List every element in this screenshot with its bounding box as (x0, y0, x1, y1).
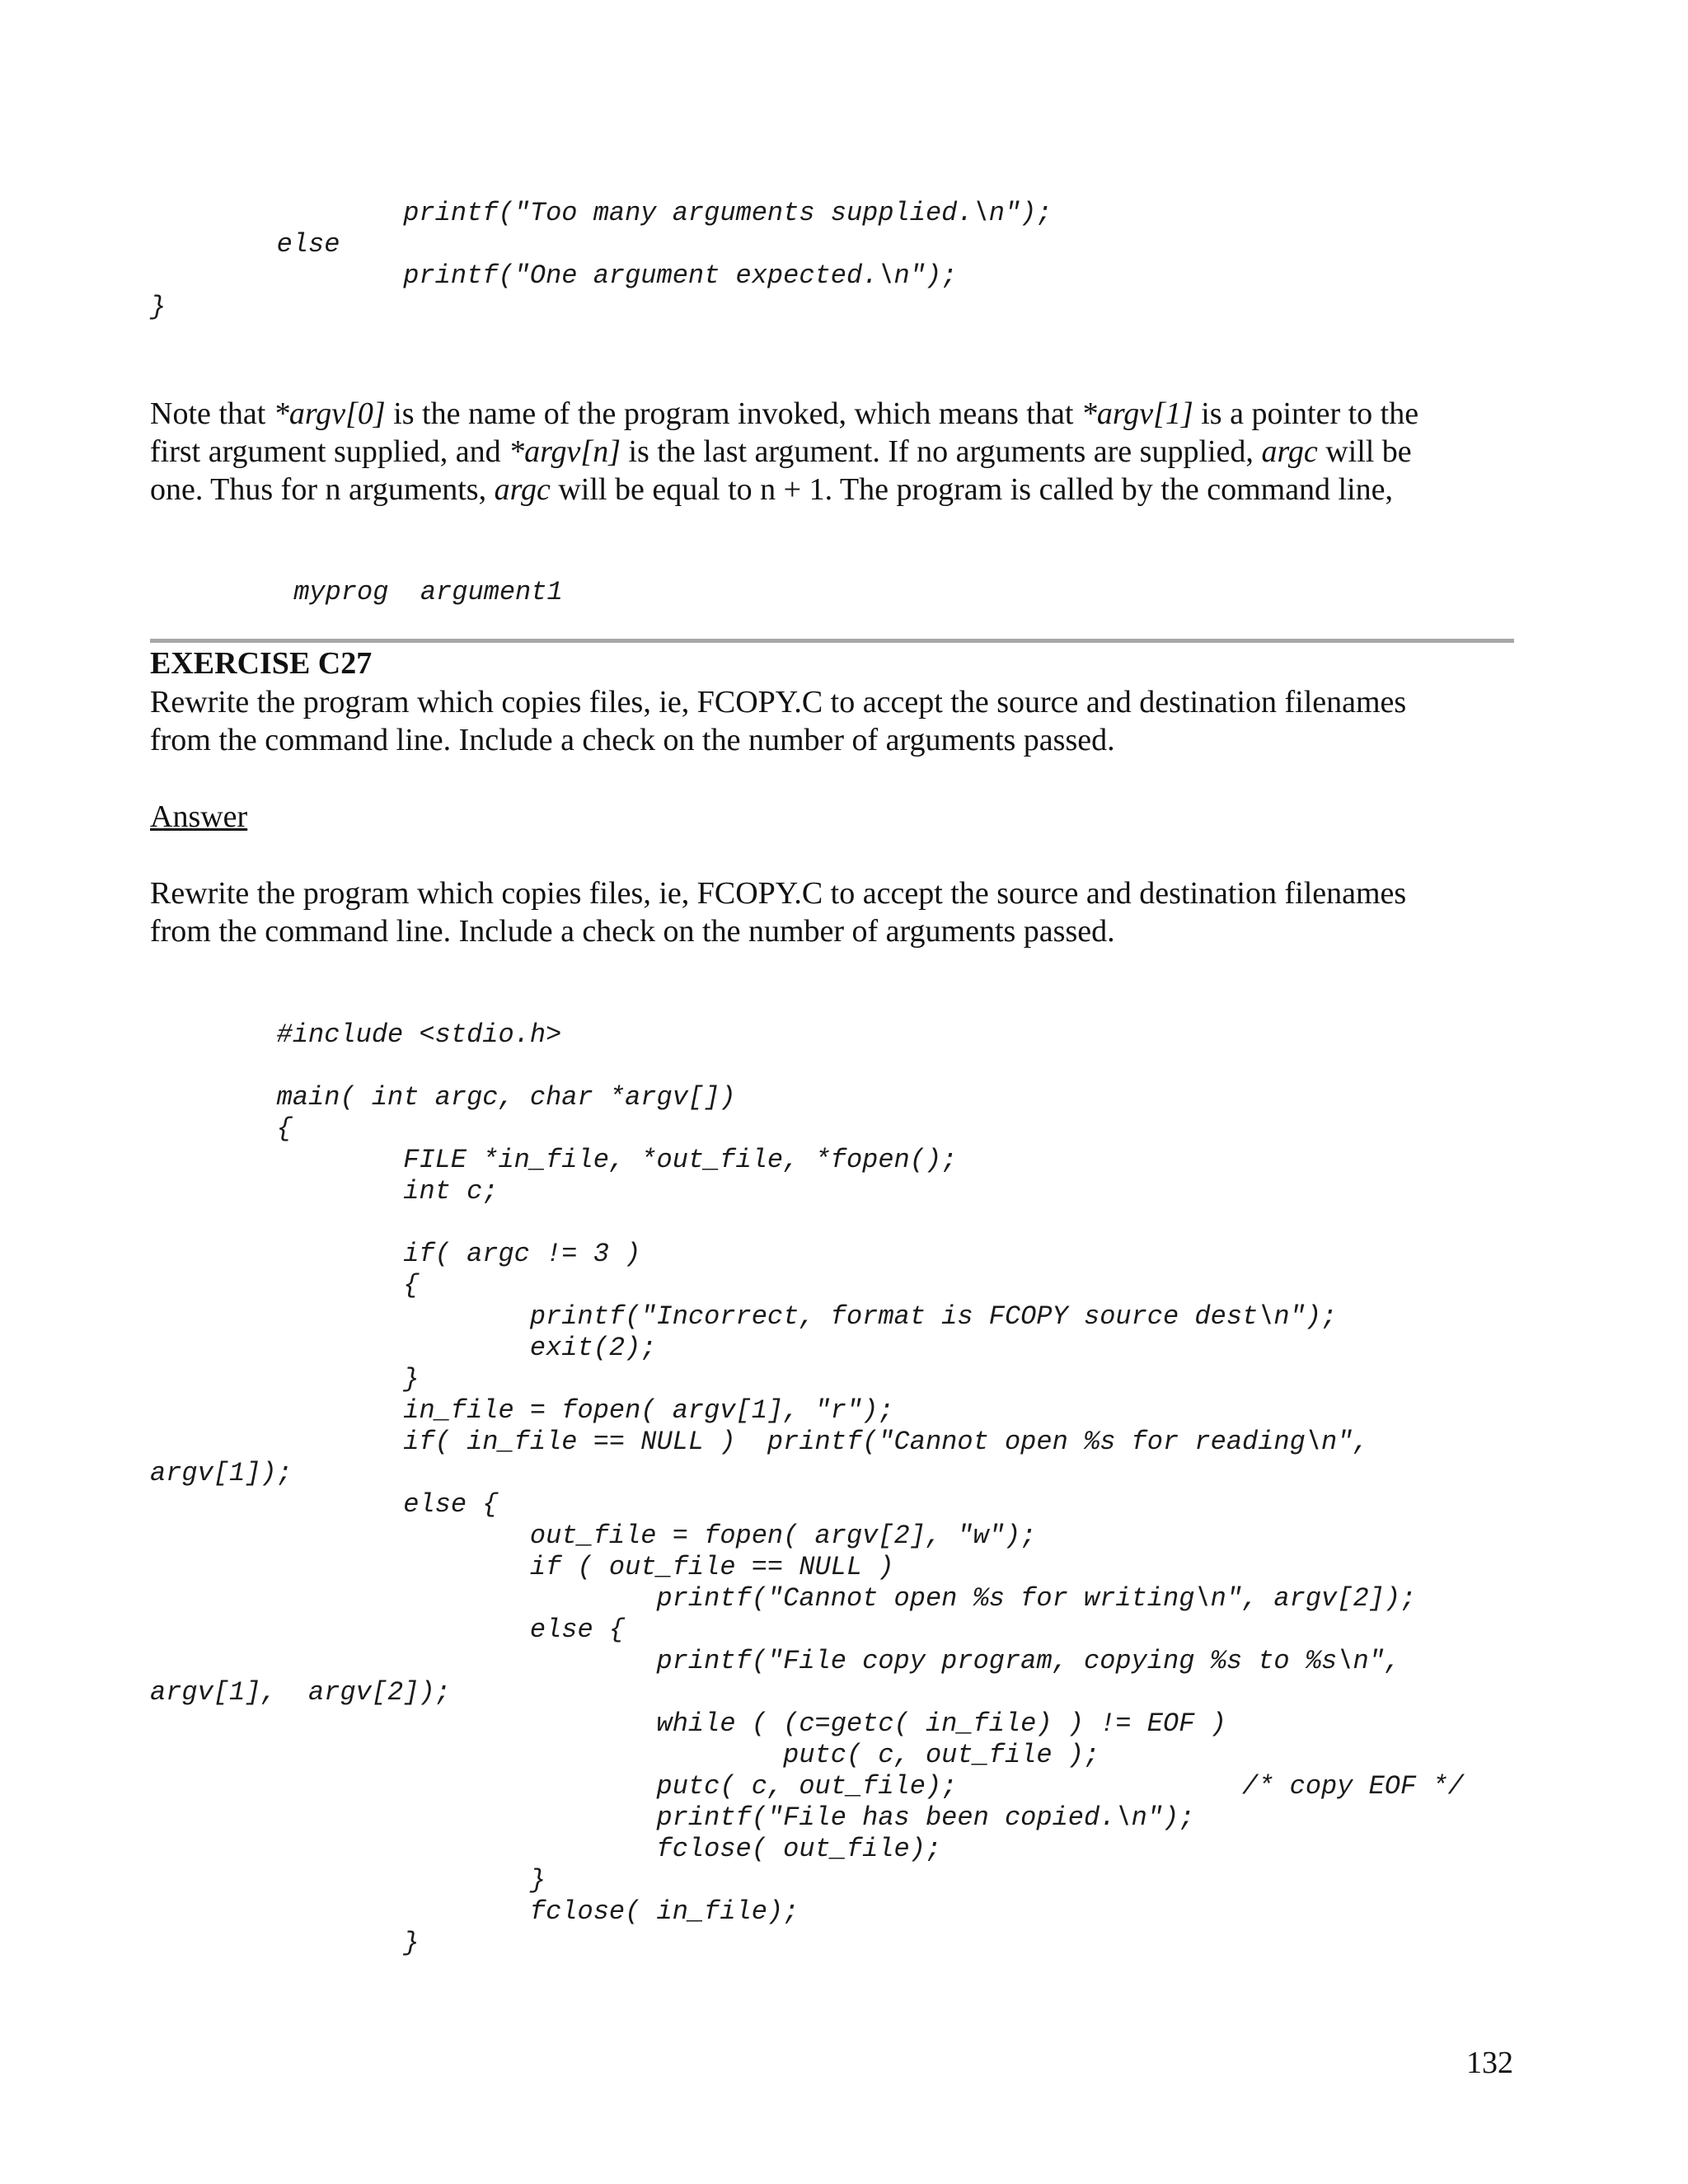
code-line: printf("One argument expected.\n"); (150, 260, 958, 291)
code-line: printf("File has been copied.\n"); (150, 1802, 1195, 1833)
code-line: printf("Incorrect, format is FCOPY source dest\n"); (150, 1301, 1338, 1332)
code-line: { (150, 1270, 420, 1301)
note-line-1: Note that *argv[0] is the name of the program invoked, which means that *argv[1] is a pointer to the (150, 396, 1419, 431)
code-line: printf("Too many arguments supplied.\n"); (150, 198, 1053, 228)
code-line: exit(2); (150, 1333, 657, 1363)
note-line-3: one. Thus for n arguments, argc will be equal to n + 1. The program is called by the command line, (150, 472, 1394, 507)
exercise-text (150, 683, 1406, 759)
command-line-example: myprog argument1 (278, 577, 563, 607)
code-line: if( in_file == NULL ) printf("Cannot open %s for reading\n", (150, 1427, 1369, 1457)
note-line-2: first argument supplied, and *argv[n] is the last argument. If no arguments are supplied, argc will be (150, 434, 1412, 469)
answer-line: from the command line. Include a check on the number of arguments passed. (150, 914, 1115, 949)
code-line: else { (150, 1489, 499, 1520)
exercise-line: from the command line. Include a check on the number of arguments passed. (150, 723, 1115, 757)
answer-line: Rewrite the program which copies files, ie, FCOPY.C to accept the source and destination filenames (150, 876, 1407, 911)
code-line: else { (150, 1615, 626, 1645)
code-line: } (150, 292, 166, 322)
code-line: while ( (c=getc( in_file) ) != EOF ) (150, 1708, 1226, 1739)
code-line: printf("File copy program, copying %s to %s\n", (150, 1646, 1401, 1676)
code-line: printf("Cannot open %s for writing\n", argv[2]); (150, 1583, 1417, 1614)
code-line: fclose( in_file); (150, 1896, 799, 1927)
code-line: if( argc != 3 ) (150, 1239, 641, 1269)
code-block-top (150, 198, 1053, 323)
code-line: argv[1]); (150, 1458, 293, 1488)
code-line: out_file = fopen( argv[2], "w"); (150, 1521, 1037, 1551)
code-line: int c; (150, 1176, 499, 1207)
answer-text (150, 874, 1406, 950)
answer-heading: Answer (150, 799, 248, 834)
exercise-title: EXERCISE C27 (150, 646, 373, 681)
page-number: 132 (1466, 2046, 1513, 2080)
code-line: fclose( out_file); (150, 1834, 942, 1864)
code-line: in_file = fopen( argv[1], "r"); (150, 1395, 894, 1426)
code-line: } (150, 1928, 420, 1958)
code-line: putc( c, out_file ); (150, 1740, 1100, 1770)
code-line: } (150, 1364, 420, 1394)
section-divider (150, 639, 1514, 643)
code-line: argv[1], argv[2]); (150, 1677, 451, 1708)
code-line: else (150, 229, 340, 260)
code-line: main( int argc, char *argv[]) (150, 1082, 736, 1113)
code-block-answer (150, 1019, 1464, 1959)
note-paragraph (150, 395, 1418, 509)
code-line: #include <stdio.h> (150, 1019, 562, 1050)
code-line: } (150, 1865, 546, 1896)
exercise-line: Rewrite the program which copies files, ie, FCOPY.C to accept the source and destination filenames (150, 685, 1407, 719)
code-line: putc( c, out_file); /* copy EOF */ (150, 1771, 1464, 1802)
code-line: FILE *in_file, *out_file, *fopen(); (150, 1145, 958, 1175)
code-line: if ( out_file == NULL ) (150, 1552, 894, 1582)
code-line: { (150, 1113, 293, 1144)
